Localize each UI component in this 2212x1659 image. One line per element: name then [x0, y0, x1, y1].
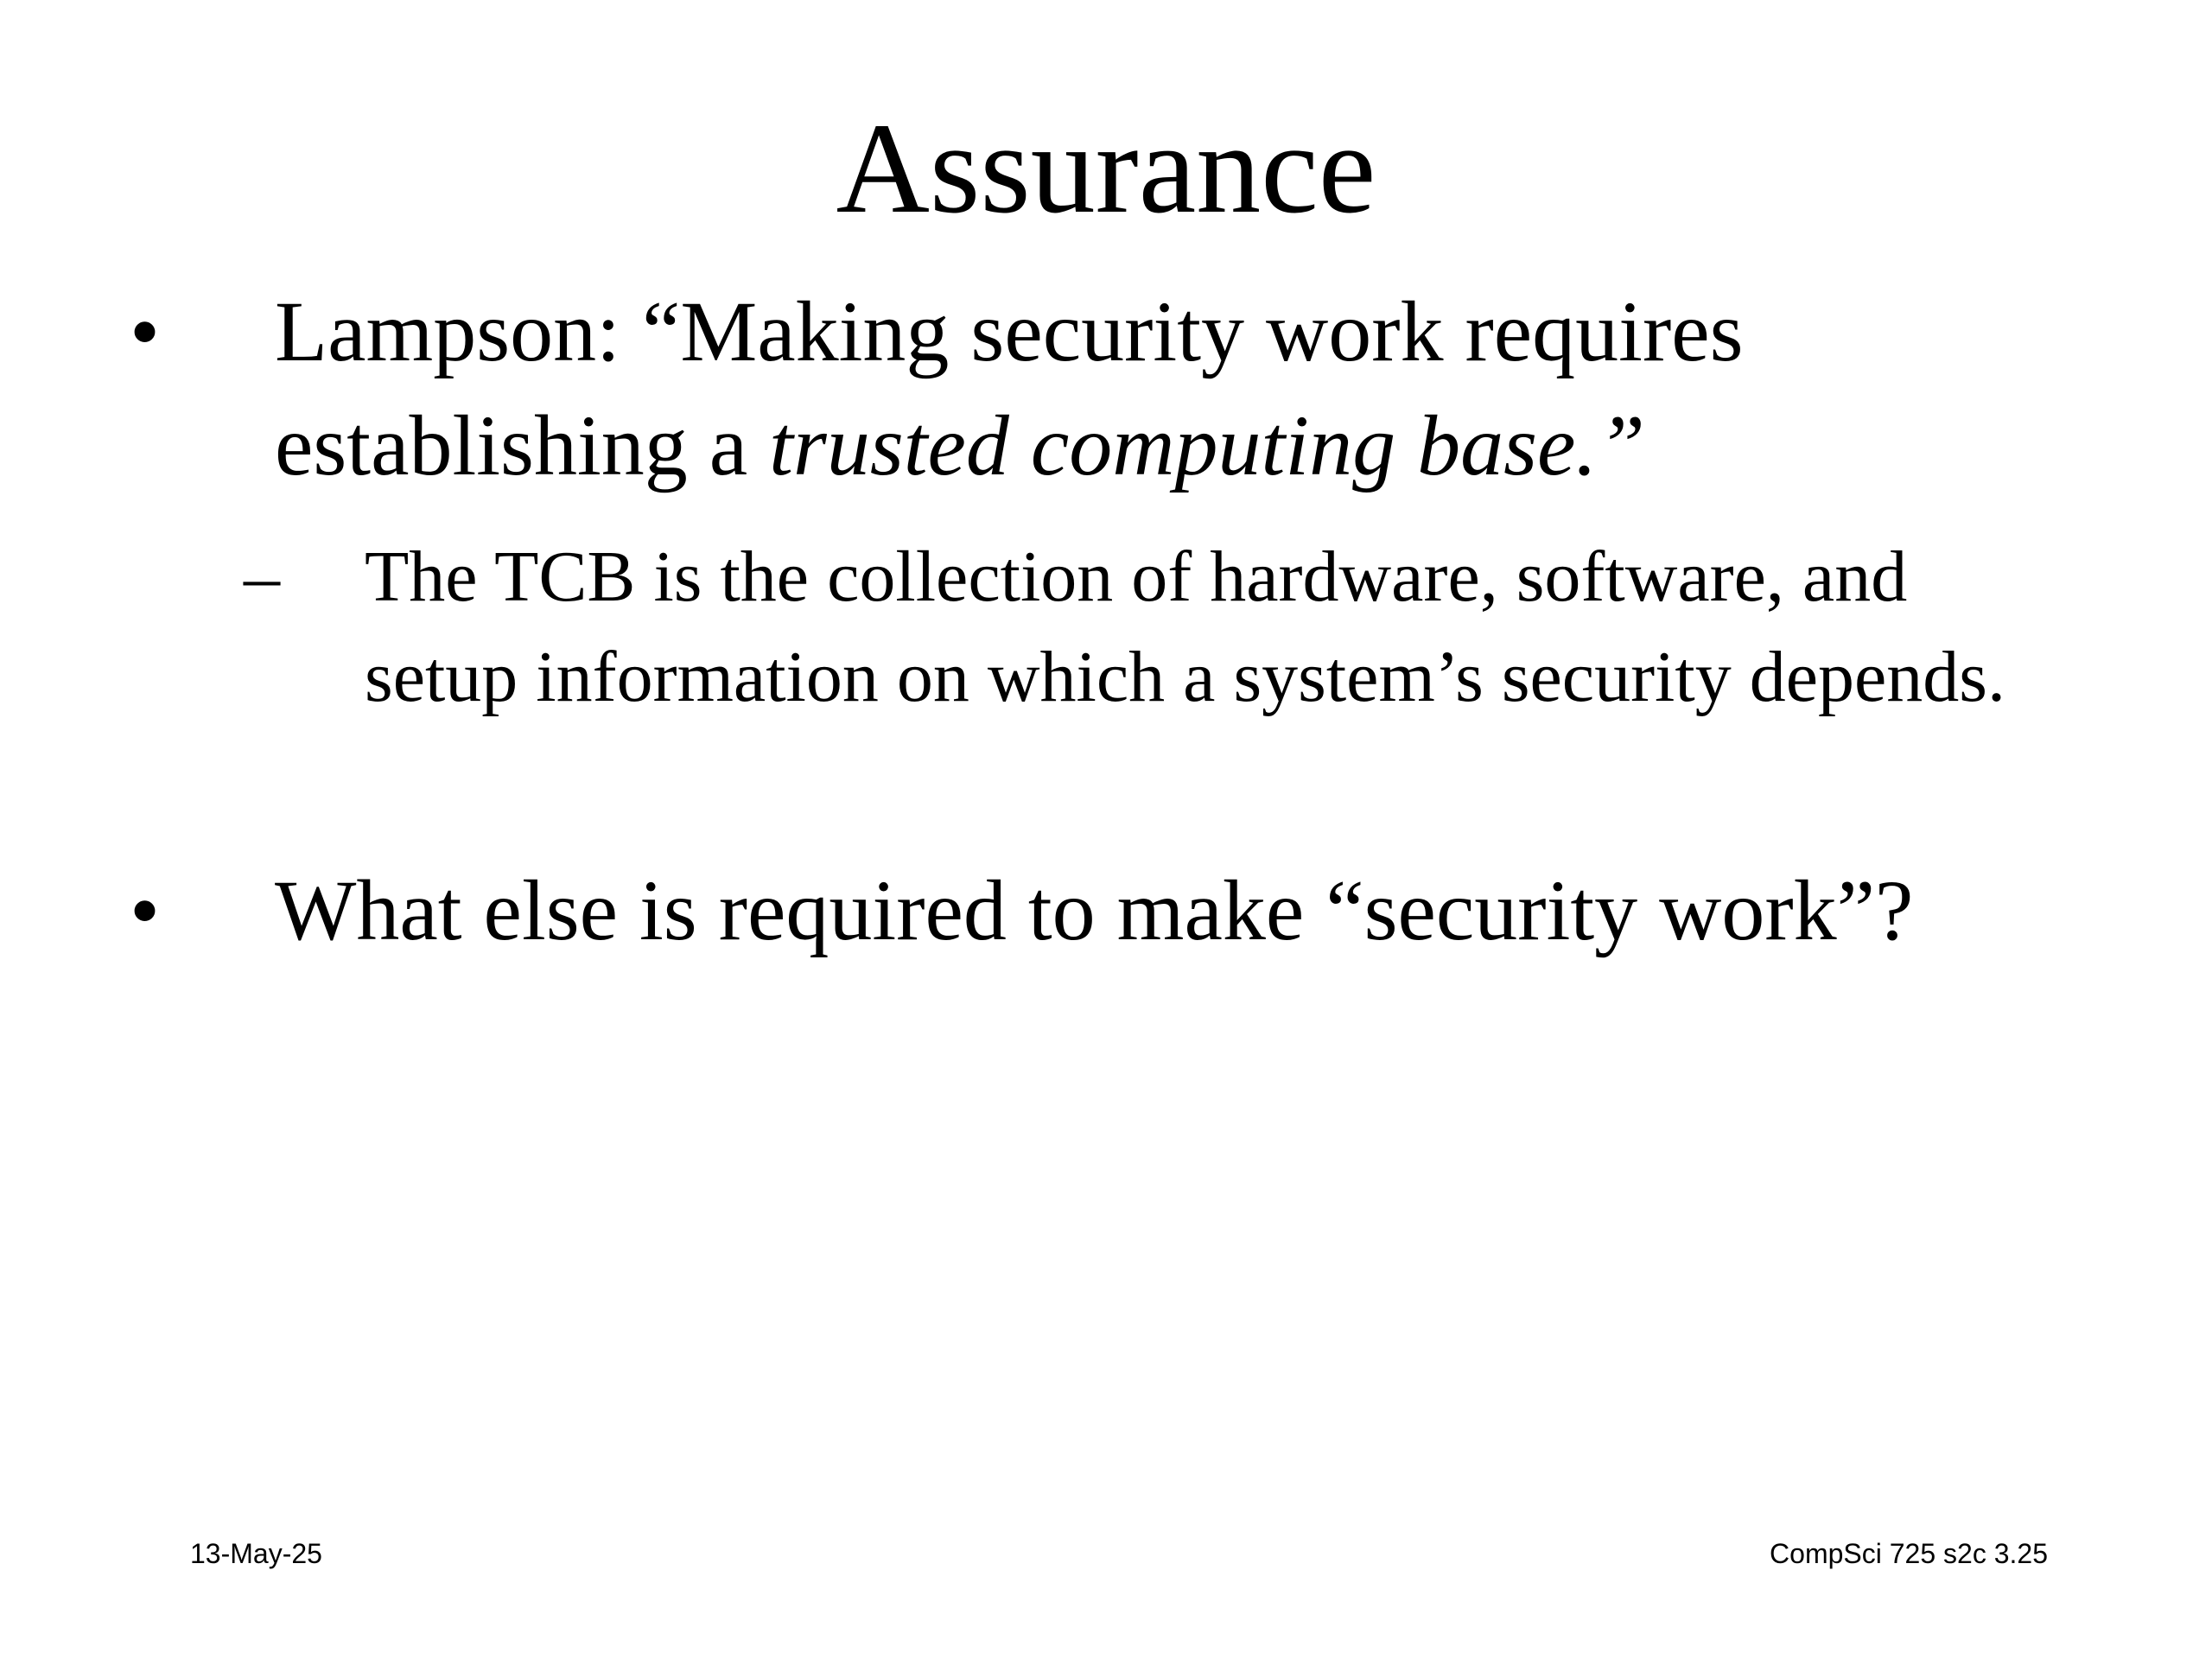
footer-date: 13-May-25: [190, 1538, 322, 1569]
slide-title: Assurance: [836, 97, 1376, 240]
bullet-text-lampson: [275, 275, 2037, 503]
bullet-marker: •: [130, 862, 161, 958]
bullet-text-question: What else is required to make “security work”?: [275, 862, 1914, 958]
sub-bullet-text-tcb: The TCB is the collection of hardware, software, and setup information on which a system’s security depends.: [365, 537, 2005, 717]
bullet-text-italic: trusted computing base.”: [769, 397, 1645, 493]
footer-course: CompSci 725 s2c 3.25: [1770, 1538, 2048, 1569]
bullet-text-plain: Lampson: “Making security work requires establishing a: [275, 283, 1744, 493]
sub-bullet-marker: –: [244, 537, 280, 617]
bullet-marker: •: [130, 283, 161, 379]
